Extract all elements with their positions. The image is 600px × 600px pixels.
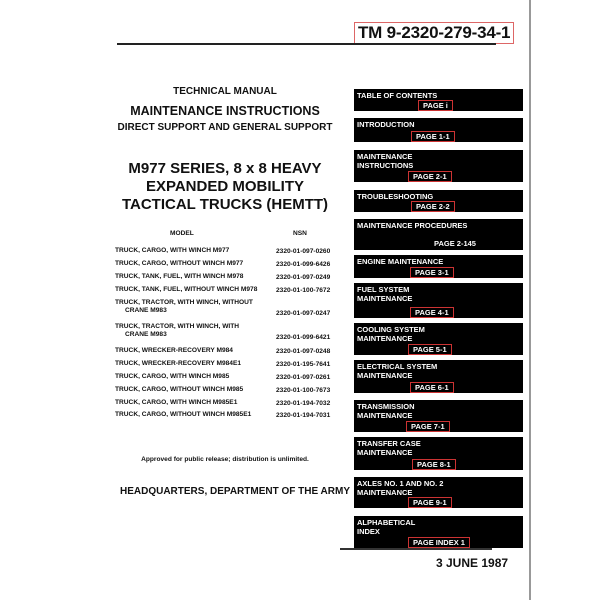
model-text: TRUCK, TANK, FUEL, WITHOUT WINCH M978 <box>115 286 258 293</box>
toc-page-link[interactable]: PAGE 1-1 <box>411 131 455 142</box>
nsn-cell: 2320-01-097-0248 <box>276 348 331 355</box>
title-maintenance-instructions: MAINTENANCE INSTRUCTIONS <box>130 104 320 118</box>
column-header-model: MODEL <box>170 230 194 237</box>
nsn-cell: 2320-01-099-6421 <box>276 334 331 341</box>
model-text: TRUCK, WRECKER-RECOVERY M984 <box>115 347 233 354</box>
toc-label: COOLING SYSTEM <box>357 325 425 334</box>
toc-page-link[interactable]: PAGE 2-145 <box>434 239 476 248</box>
publication-date: 3 JUNE 1987 <box>436 556 509 570</box>
model-text: TRUCK, WRECKER-RECOVERY M984E1 <box>115 360 242 367</box>
toc-label: FUEL SYSTEM <box>357 285 410 294</box>
footer-rule <box>340 548 492 550</box>
headquarters: HEADQUARTERS, DEPARTMENT OF THE ARMY <box>120 486 350 497</box>
toc-label: ELECTRICAL SYSTEM <box>357 362 438 371</box>
toc-page-link[interactable]: PAGE 6-1 <box>410 382 454 393</box>
title-line: EXPANDED MOBILITY <box>145 178 305 195</box>
model-text: CRANE M983 <box>125 307 167 314</box>
toc-label: TRANSMISSION <box>357 402 415 411</box>
toc-page-link[interactable]: PAGE 2-2 <box>411 201 455 212</box>
toc-entry[interactable] <box>354 400 523 432</box>
title-technical-manual: TECHNICAL MANUAL <box>173 86 277 97</box>
toc-label: ENGINE MAINTENANCE <box>357 257 444 266</box>
toc-label: MAINTENANCE <box>357 488 413 497</box>
page-edge <box>529 0 531 600</box>
toc-entry[interactable] <box>354 150 523 182</box>
model-cell <box>115 286 275 294</box>
nsn-cell: 2320-01-100-7672 <box>276 287 331 294</box>
title-series <box>100 160 350 214</box>
toc-label: INTRODUCTION <box>357 120 415 129</box>
toc-entry[interactable] <box>354 219 523 250</box>
toc-entry[interactable] <box>354 323 523 355</box>
nsn-cell: 2320-01-194-7031 <box>276 412 331 419</box>
toc-page-link[interactable]: PAGE 9-1 <box>408 497 452 508</box>
model-text: TRUCK, TRACTOR, WITH WINCH, WITHOUT <box>115 299 253 306</box>
toc-entry[interactable] <box>354 437 523 470</box>
nsn-cell: 2320-01-194-7032 <box>276 400 331 407</box>
toc-entry[interactable] <box>354 477 523 508</box>
toc-label: INDEX <box>357 527 380 536</box>
toc-entry[interactable] <box>354 89 523 111</box>
toc-page-link[interactable]: PAGE i <box>418 100 453 111</box>
model-cell <box>115 360 275 368</box>
toc-page-link[interactable]: PAGE 7-1 <box>406 421 450 432</box>
toc-entry[interactable] <box>354 255 523 278</box>
model-cell <box>115 323 275 339</box>
model-cell <box>115 373 275 381</box>
approval-statement: Approved for public release; distribution is unlimited. <box>141 456 309 463</box>
model-text: TRUCK, CARGO, WITH WINCH M985E1 <box>115 399 238 406</box>
nsn-cell: 2320-01-100-7673 <box>276 387 331 394</box>
toc-label: MAINTENANCE <box>357 334 413 343</box>
model-cell <box>115 386 275 394</box>
model-text: TRUCK, CARGO, WITHOUT WINCH M977 <box>115 260 244 267</box>
toc-label: INSTRUCTIONS <box>357 161 414 170</box>
model-text: CRANE M983 <box>125 331 167 338</box>
toc-entry[interactable] <box>354 360 523 393</box>
header-rule <box>117 43 496 45</box>
nsn-cell: 2320-01-097-0261 <box>276 374 331 381</box>
nsn-cell: 2320-01-097-0249 <box>276 274 331 281</box>
toc-label: MAINTENANCE <box>357 411 413 420</box>
toc-label: MAINTENANCE <box>357 294 413 303</box>
toc-entry[interactable] <box>354 516 523 548</box>
toc-page-link[interactable]: PAGE 5-1 <box>408 344 452 355</box>
title-line: M977 SERIES, 8 x 8 HEAVY <box>128 160 322 177</box>
toc-label: TRANSFER CASE <box>357 439 421 448</box>
model-cell <box>115 247 275 255</box>
model-text: TRUCK, CARGO, WITHOUT WINCH M985E1 <box>115 411 252 418</box>
toc-entry[interactable] <box>354 190 523 212</box>
nsn-cell: 2320-01-099-6426 <box>276 261 331 268</box>
model-cell <box>115 347 275 355</box>
toc-page-link[interactable]: PAGE 3-1 <box>410 267 454 278</box>
toc-label: AXLES NO. 1 AND NO. 2 <box>357 479 444 488</box>
title-support: DIRECT SUPPORT AND GENERAL SUPPORT <box>117 122 333 133</box>
model-cell <box>115 411 275 419</box>
tm-number: TM 9-2320-279-34-1 <box>354 22 514 44</box>
model-text: TRUCK, CARGO, WITH WINCH M977 <box>115 247 230 254</box>
nsn-cell: 2320-01-097-0260 <box>276 248 331 255</box>
toc-page-link[interactable]: PAGE 4-1 <box>410 307 454 318</box>
model-cell <box>115 260 275 268</box>
model-text: TRUCK, TANK, FUEL, WITH WINCH M978 <box>115 273 244 280</box>
toc-label: TABLE OF CONTENTS <box>357 91 438 100</box>
model-text: TRUCK, TRACTOR, WITH WINCH, WITH <box>115 323 240 330</box>
toc-entry[interactable] <box>354 118 523 142</box>
toc-page-link[interactable]: PAGE 8-1 <box>412 459 456 470</box>
model-cell <box>115 273 275 281</box>
toc-page-link[interactable]: PAGE INDEX 1 <box>408 537 470 548</box>
column-header-nsn: NSN <box>293 230 307 237</box>
model-text: TRUCK, CARGO, WITHOUT WINCH M985 <box>115 386 244 393</box>
model-cell <box>115 299 275 315</box>
toc-page-link[interactable]: PAGE 2-1 <box>408 171 452 182</box>
nsn-cell: 2320-01-097-0247 <box>276 310 331 317</box>
title-line: TACTICAL TRUCKS (HEMTT) <box>121 196 329 213</box>
nsn-cell: 2320-01-195-7641 <box>276 361 331 368</box>
toc-entry[interactable] <box>354 283 523 318</box>
toc-label: MAINTENANCE <box>357 152 413 161</box>
model-cell <box>115 399 275 407</box>
toc-label: TROUBLESHOOTING <box>357 192 434 201</box>
toc-label: MAINTENANCE <box>357 448 413 457</box>
toc-label: ALPHABETICAL <box>357 518 416 527</box>
model-text: TRUCK, CARGO, WITH WINCH M985 <box>115 373 230 380</box>
toc-label: MAINTENANCE <box>357 371 413 380</box>
toc-label: MAINTENANCE PROCEDURES <box>357 221 468 230</box>
